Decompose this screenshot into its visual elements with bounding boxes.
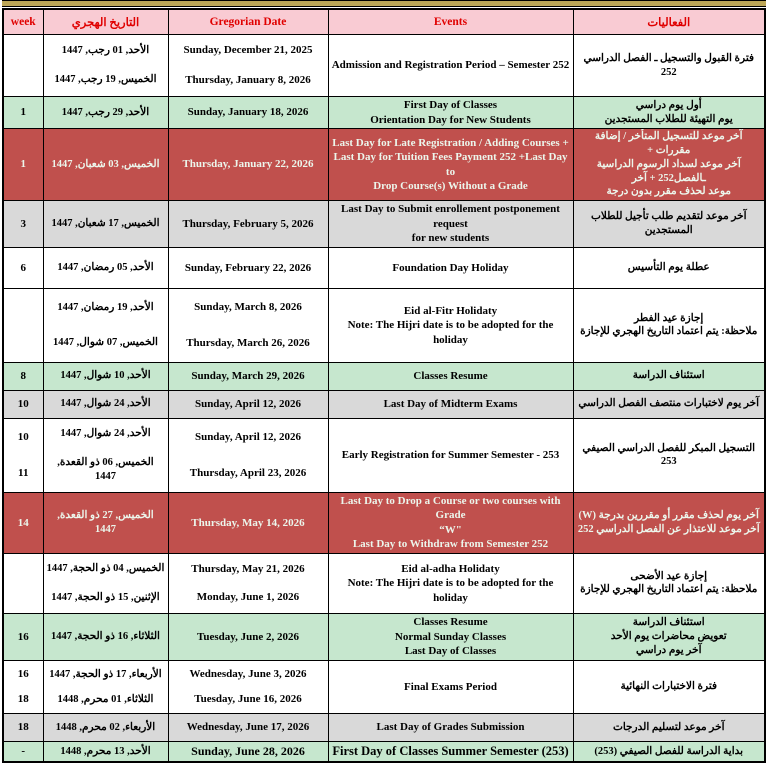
table-row xyxy=(3,553,765,613)
activities-cell: استئناف الدراسة تعويض محاضرات يوم الأحد آخر يوم دراسي xyxy=(573,613,765,660)
header-hijri-date: التاريخ الهجري xyxy=(43,9,168,35)
table-row xyxy=(3,713,765,741)
gregorian-date-cell: Sunday, January 18, 2026 xyxy=(168,97,328,129)
table-row xyxy=(3,613,765,660)
events-cell: Foundation Day Holiday xyxy=(328,247,573,288)
activities-cell: بداية الدراسة للفصل الصيفي (253) xyxy=(573,741,765,762)
activities-cell: إجازة عيد الأضحى ملاحظة: يتم اعتماد التاريخ الهجري للإجازة xyxy=(573,553,765,613)
gregorian-date-cell: Tuesday, June 2, 2026 xyxy=(168,613,328,660)
gregorian-date-cell: Sunday, February 22, 2026 xyxy=(168,247,328,288)
hijri-date-cell: الأربعاء, 02 محرم, 1448 xyxy=(43,713,168,741)
hijri-date-cell: الأحد, 24 شوال, 1447 xyxy=(43,390,168,418)
table-row xyxy=(3,492,765,553)
table-row xyxy=(3,97,765,129)
table-row xyxy=(3,362,765,390)
header-row xyxy=(3,9,765,35)
gregorian-date-cell: Thursday, May 14, 2026 xyxy=(168,492,328,553)
table-header xyxy=(3,9,765,35)
week-cell: 6 xyxy=(3,247,43,288)
hijri-date-cell: الأحد, 13 محرم, 1448 xyxy=(43,741,168,762)
hijri-date-cell: الأحد, 24 شوال, 1447 الخميس, 06 ذو القعدة, 1447 xyxy=(43,418,168,492)
events-cell: First Day of Classes Orientation Day for New Students xyxy=(328,97,573,129)
header-gregorian-date: Gregorian Date xyxy=(168,9,328,35)
table-row xyxy=(3,288,765,362)
table-row xyxy=(3,741,765,762)
gregorian-date-cell: Sunday, April 12, 2026 xyxy=(168,390,328,418)
activities-cell: عطلة يوم التأسيس xyxy=(573,247,765,288)
gregorian-date-cell: Thursday, January 22, 2026 xyxy=(168,129,328,201)
hijri-date-cell: الأحد, 01 رجب, 1447 الخميس, 19 رجب, 1447 xyxy=(43,35,168,97)
events-cell: Final Exams Period xyxy=(328,660,573,713)
activities-cell: فترة الاختبارات النهائية xyxy=(573,660,765,713)
gregorian-date-cell: Wednesday, June 3, 2026 Tuesday, June 16, 2026 xyxy=(168,660,328,713)
week-cell: 8 xyxy=(3,362,43,390)
table-row xyxy=(3,247,765,288)
week-cell: 10 xyxy=(3,390,43,418)
week-cell: 10 11 xyxy=(3,418,43,492)
events-cell: Early Registration for Summer Semester - 253 xyxy=(328,418,573,492)
week-cell: 16 18 xyxy=(3,660,43,713)
hijri-date-cell: الأحد, 29 رجب, 1447 xyxy=(43,97,168,129)
activities-cell: إجازة عيد الفطر ملاحظة: يتم اعتماد التاريخ الهجري للإجازة xyxy=(573,288,765,362)
events-cell: Last Day to Submit enrollement postponement request for new students xyxy=(328,201,573,248)
events-cell: Classes Resume Normal Sunday Classes Last Day of Classes xyxy=(328,613,573,660)
week-cell: 1 xyxy=(3,97,43,129)
activities-cell: فترة القبول والتسجيل ـ الفصل الدراسي 252 xyxy=(573,35,765,97)
header-week: week xyxy=(3,9,43,35)
week-cell: 3 xyxy=(3,201,43,248)
activities-cell: آخر يوم لحذف مقرر أو مقررين بدرجة (W) آخر موعد للاعتذار عن الفصل الدراسي 252 xyxy=(573,492,765,553)
hijri-date-cell: الخميس, 03 شعبان, 1447 xyxy=(43,129,168,201)
events-cell: First Day of Classes Summer Semester (253) xyxy=(328,741,573,762)
activities-cell: آخر يوم لاختبارات منتصف الفصل الدراسي xyxy=(573,390,765,418)
activities-cell: آخر موعد لتقديم طلب تأجيل للطلاب المستجدين xyxy=(573,201,765,248)
events-cell: Admission and Registration Period – Semester 252 xyxy=(328,35,573,97)
week-cell: 16 xyxy=(3,613,43,660)
hijri-date-cell: الأحد, 05 رمضان, 1447 xyxy=(43,247,168,288)
week-cell: 1 xyxy=(3,129,43,201)
events-cell: Classes Resume xyxy=(328,362,573,390)
header-activities: الفعاليات xyxy=(573,9,765,35)
hijri-date-cell: الأحد, 19 رمضان, 1447 الخميس, 07 شوال, 1447 xyxy=(43,288,168,362)
gregorian-date-cell: Sunday, June 28, 2026 xyxy=(168,741,328,762)
activities-cell: آخر موعد لتسليم الدرجات xyxy=(573,713,765,741)
events-cell: Eid al-adha Holidaty Note: The Hijri date is to be adopted for the holiday xyxy=(328,553,573,613)
events-cell: Last Day of Grades Submission xyxy=(328,713,573,741)
gregorian-date-cell: Sunday, December 21, 2025 Thursday, January 8, 2026 xyxy=(168,35,328,97)
gregorian-date-cell: Wednesday, June 17, 2026 xyxy=(168,713,328,741)
table-row xyxy=(3,129,765,201)
activities-cell: آخر موعد للتسجيل المتأخر / إضافة مقررات + آخر موعد لسداد الرسوم الدراسية ـالفصل252 + آخر موعد لحذف مقرر بدون درجة xyxy=(573,129,765,201)
table-row xyxy=(3,660,765,713)
activities-cell: التسجيل المبكر للفصل الدراسي الصيفي 253 xyxy=(573,418,765,492)
academic-calendar-table xyxy=(2,8,766,763)
week-cell: 14 xyxy=(3,492,43,553)
activities-cell: أول يوم دراسي يوم التهيئة للطلاب المستجدين xyxy=(573,97,765,129)
hijri-date-cell: الأحد, 10 شوال, 1447 xyxy=(43,362,168,390)
table-row xyxy=(3,418,765,492)
week-cell: 18 xyxy=(3,713,43,741)
week-cell xyxy=(3,288,43,362)
table-row xyxy=(3,201,765,248)
gregorian-date-cell: Thursday, February 5, 2026 xyxy=(168,201,328,248)
week-cell xyxy=(3,35,43,97)
table-body xyxy=(3,35,765,762)
top-divider-strip xyxy=(2,0,766,7)
gregorian-date-cell: Sunday, March 8, 2026 Thursday, March 26, 2026 xyxy=(168,288,328,362)
hijri-date-cell: الخميس, 17 شعبان, 1447 xyxy=(43,201,168,248)
activities-cell: استئناف الدراسة xyxy=(573,362,765,390)
table-row xyxy=(3,35,765,97)
events-cell: Last Day for Late Registration / Adding Courses + Last Day for Tuition Fees Payment 252 +Last Day to Drop Course(s) Without a Grade xyxy=(328,129,573,201)
week-cell xyxy=(3,553,43,613)
events-cell: Last Day to Drop a Course or two courses with Grade “W" Last Day to Withdraw from Semester 252 xyxy=(328,492,573,553)
events-cell: Last Day of Midterm Exams xyxy=(328,390,573,418)
hijri-date-cell: الثلاثاء, 16 ذو الحجة, 1447 xyxy=(43,613,168,660)
table-row xyxy=(3,390,765,418)
gregorian-date-cell: Thursday, May 21, 2026 Monday, June 1, 2026 xyxy=(168,553,328,613)
header-events: Events xyxy=(328,9,573,35)
hijri-date-cell: الخميس, 04 ذو الحجة, 1447 الإثنين, 15 ذو الحجة, 1447 xyxy=(43,553,168,613)
hijri-date-cell: الأربعاء, 17 ذو الحجة, 1447 الثلاثاء, 01 محرم, 1448 xyxy=(43,660,168,713)
events-cell: Eid al-Fitr Holidaty Note: The Hijri date is to be adopted for the holiday xyxy=(328,288,573,362)
hijri-date-cell: الخميس, 27 ذو القعدة, 1447 xyxy=(43,492,168,553)
gregorian-date-cell: Sunday, April 12, 2026 Thursday, April 23, 2026 xyxy=(168,418,328,492)
gregorian-date-cell: Sunday, March 29, 2026 xyxy=(168,362,328,390)
week-cell: - xyxy=(3,741,43,762)
